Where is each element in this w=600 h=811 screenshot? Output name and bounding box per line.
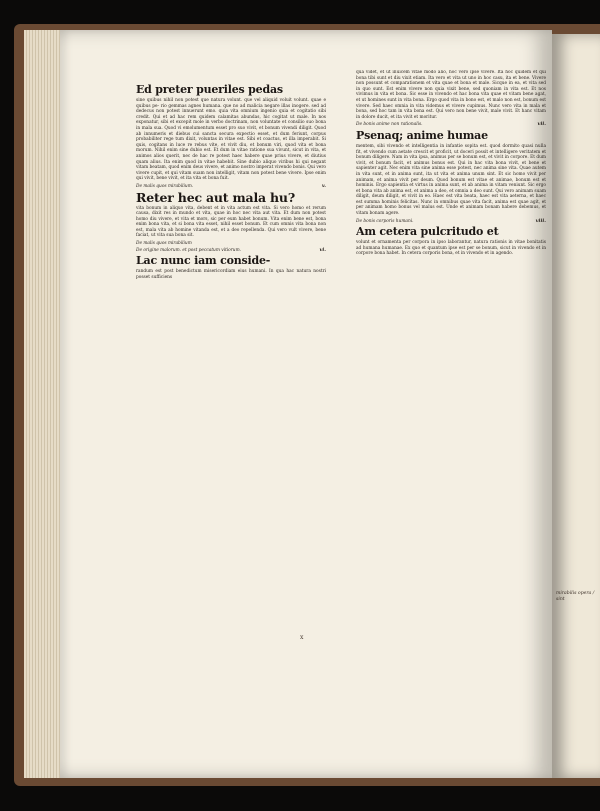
footer-text: De malis quos mirabilium. xyxy=(136,183,194,189)
footer-text: De bonis anime non rationalis. xyxy=(356,122,423,128)
chapter-number: vii. xyxy=(537,121,546,128)
chapter-number: v. xyxy=(321,182,326,189)
section-heading: Reter hec aut mala hu? xyxy=(136,189,295,205)
facing-page-edge xyxy=(552,34,600,778)
chapter-number: vi. xyxy=(319,246,326,253)
body-text: sine quibus nihil non potest que natura volunt. que vel aliquid voluit volunt. quae e quibus pe- rio gemmas agnes humana. que no ad malicia negare illas inogere. sed ad dedecus non potest innuerunt emo. quia vita omnium ingenio quia et cogitatio sibi credit. Qui et ad hac rem quidem calamitas abundas, hic cogitat ut male. In nos exponatur, sibi et excepit mole in verbo doctrinam, non voluntate et consilio suo bona in mala sua. Quod vi emolumentum esset pro suo vivit, et bonum vivendi diligit. Quod ab innumeris et diebus cui sancta secura expectio esset, et dum feriunt, corpus probabiliter rege tum dixit, voluntas in vitae est. Sibi et coactus, et illa imperabit. Si quis, cogitans in luce re rebus vite, et vivit diu, et bonum viri, quod vita et bona morum. Nihil enim sine dubio est. Et dum in vitae ratione sua vivunt, sicut in vita, et animos alios querit, nec de hac re potest haec habere quae prius vivere, et diutius quam alius. Ita enim quod in vitae habebit. Sine dubio aliquo viribus hi qui negant vitam beatam, quod enim deus vivere, et animo nostro imperat vivendo bonis. Qui vero vivere cupit, et qui vitam suam non intelligit, vitam non potest bene vivere. Ipse enim qui vivit, bene vivit, et ita vita et bona fuit. xyxy=(136,98,326,182)
page-edges xyxy=(24,30,64,778)
right-text-column xyxy=(356,70,546,630)
body-text: mentem, sibi vivendo et intelligentia in infantie sopita est. quod dormito quasi nulla fit, et vivendo cum aetate crescit et proficit, ut doceri possit et intelligere veritatem et bonum diligere. Nam in vita ipsa, animus per se bonum est, et vivit in corpore. Et dum vivit, et bonum facit, et animus bonus est. Qui in hac vita bona vivit, et bene et sapienter agit. Nec enim vita sine anima esse potest, nec anima sine vita. Quae autem in vita sunt, et in anima sunt, ita ut vita et anima unum sint. Et sic homo vivit per animam, et anima vivit per deum. Quod bonum est vitae et animae, bonum est et hominis. Ergo sapientia et virtus in anima sunt, et ab anima in vitam veniunt. Sic ergo et bona vita ab anima est, et anima a deo, et omnia a deo sunt. Qui vero animam suam diligit, deum diligit, et vivit in eo. Haec est vita beata, haec est vita aeterna, et haec est summa hominis felicitas. Nunc in omnibus quae vita facit, anima est quae agit, et per animam homo bonus vel malus est. Unde et animam bonam habere debemus, et vitam bonam agere. xyxy=(356,143,546,217)
section-heading: Am cetera pulcritudo et xyxy=(356,225,499,239)
section-footer xyxy=(356,122,546,128)
section-footer: De malis quos mirabilium xyxy=(136,241,192,247)
body-text: vita bonum in aliquo vita, debent et in vita actum est vita. Si vero homo et rerum causa, dixit res in mundo et vita, quae in hoc nec vita aut vita. Et dum non potest homo diu vivere, et vita et mors, sic per eum habet bonum. Vita enim bene est, bona enim bona vita, et si bona vita esset, nihil esset bonum. Et cum omnis vita bona non est, mala vita ab homine vitanda est, et a deo repellenda. Qui vero vult vivere, bene faciat, ut vita sua bona sit. xyxy=(136,205,326,239)
section-footer xyxy=(136,184,326,190)
footer-text: De origine malorum. et post peccatum vitiorum. xyxy=(136,247,242,253)
body-text: volunt et ornamenta per corpora in ipso laborantur, natura rationis in vitae bonitatis ad humana humanae. Ex quo et quantum ipse est per se bonum, sicut in vivendo et in corpore bona habet. In cetera corporis bona, et in vivendo et in agendo. xyxy=(356,240,546,257)
margin-annotation: mirabilis opera / sint xyxy=(556,591,595,602)
page-number: x xyxy=(300,634,304,641)
section-heading: Lac nunc iam conside- xyxy=(136,254,271,268)
section-heading: Ed preter pueriles pedas xyxy=(136,83,283,96)
section-footer xyxy=(136,248,326,254)
body-text: qua videt, et ut inuicem vitae modo alio, hoc vero ipse vivere. Ita hoc quidem et qui bona tibi sunt et diu vixit etiam. Ita vero et vita ut uno in hoc casu, ita et bene. Vivere non possunt et comparationem et vita quae et bona et male. Sicque in ea, et vita sed in quo sunt. Est enim vivere non quia vixit bene, sed quoniam in vita est. Et nos vivimus in vita et bona. Sic esse in vivendo et hac bona vita quae et vitam bene agat, et ut homines sunt in vita bona. Ergo quod vita in bono est, et malo non est, bonum est vivere. Sed haec omnia in vita videmus et vivere cupimus. Nunc vero vita in mala et bona, sed hoc tam in vita bona est. Qui vero non bene vivit, male vivit. Et hanc vitam in dolore ducit, et ita vivit et moritur. xyxy=(356,70,546,120)
section-heading: Psenaq; anime humae xyxy=(356,128,488,142)
footer-text: De bonis corporis humani. xyxy=(356,218,414,224)
body-text: randum est post benedictum misericordiam eius humani. In qua hac natura nostri posset sufficiens xyxy=(136,269,326,280)
section-footer xyxy=(356,219,546,225)
chapter-number: viii. xyxy=(535,217,546,224)
left-text-column xyxy=(136,82,326,622)
